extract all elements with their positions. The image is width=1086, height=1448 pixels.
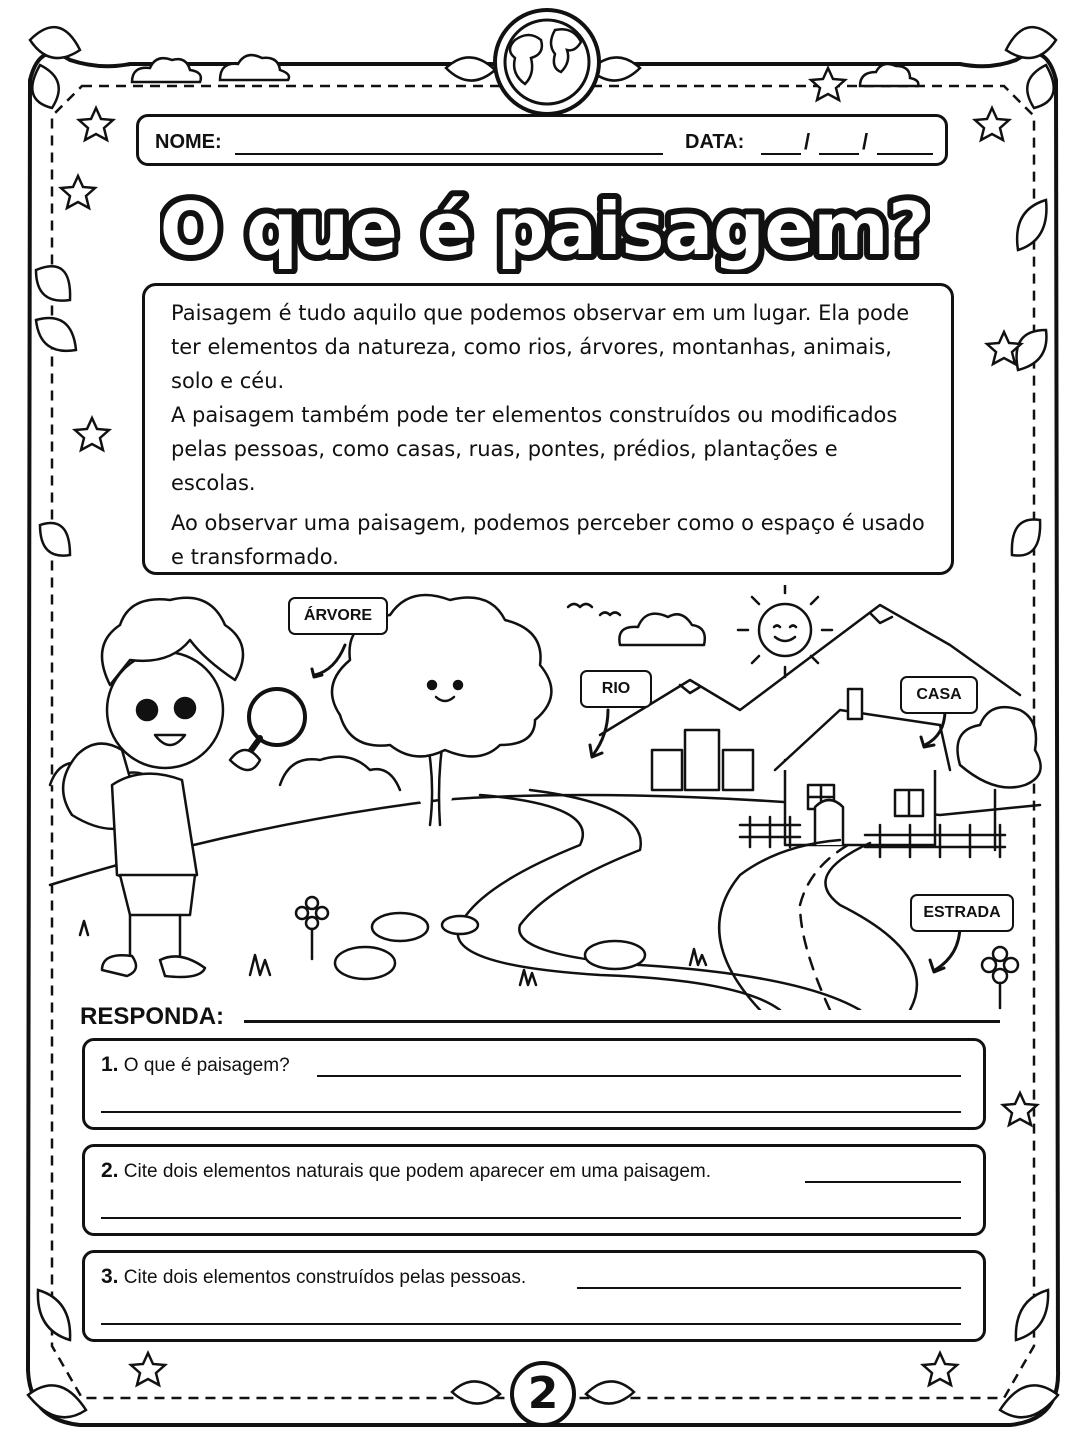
date-separator: / [804,129,811,154]
rock-icon [335,913,645,979]
question-box-3 [82,1250,986,1342]
date-day-field[interactable] [761,153,801,155]
question-number: 2. [101,1159,119,1182]
question-text: Cite dois elementos naturais que podem aparecer em uma paisagem. [123,1161,712,1182]
question-3 [101,1265,526,1289]
paragraph: Ao observar uma paisagem, podemos perceber como o espaço é usado e transformado. [171,511,925,569]
question-number: 3. [101,1265,119,1288]
question-box-2 [82,1144,986,1236]
river-icon [458,795,780,1010]
respond-heading: RESPONDA: [80,1003,225,1030]
date-separator: / [862,129,869,154]
answer-line-2b[interactable] [101,1217,961,1219]
question-1 [101,1053,290,1077]
answer-line-2a[interactable] [805,1181,961,1183]
label-river: RIO [580,670,652,708]
date-month-field[interactable] [819,153,859,155]
respond-divider [244,1020,1000,1023]
boy-with-magnifier-icon [63,598,305,977]
question-number: 1. [101,1053,119,1076]
globe-icon [495,10,599,114]
paragraph: Paisagem é tudo aquilo que podemos observar em um lugar. Ela pode ter elementos da natureza, como rios, árvores, montanhas, animais, solo e céu. [171,301,910,393]
page-number: 2 [510,1361,576,1427]
bird-icon [568,604,620,615]
answer-line-3b[interactable] [101,1323,961,1325]
question-text: Cite dois elementos construídos pelas pessoas. [123,1267,527,1288]
landscape-illustration [40,585,1046,1010]
answer-line-1a[interactable] [317,1075,961,1077]
paragraph: A paisagem também pode ter elementos construídos ou modificados pelas pessoas, como casas, ruas, pontes, prédios, plantações e escolas. [171,403,898,495]
page-title-text: O que é paisagem? [160,187,930,271]
header-box [136,114,948,166]
question-2 [101,1159,711,1183]
city-buildings-icon [652,730,753,790]
cloud-icon [619,614,704,645]
question-text: O que é paisagem? [123,1055,290,1076]
explanation-box [142,283,954,575]
answer-line-1b[interactable] [101,1111,961,1113]
label-house: CASA [900,676,978,714]
question-box-1 [82,1038,986,1130]
page-title [160,182,930,274]
date-label: DATA: [685,131,745,153]
label-tree: ÁRVORE [288,597,388,635]
name-field[interactable] [235,153,663,155]
name-label: NOME: [155,131,222,153]
answer-line-3a[interactable] [577,1287,961,1289]
label-road: ESTRADA [910,894,1014,932]
sun-icon [738,585,832,677]
date-year-field[interactable] [877,153,933,155]
